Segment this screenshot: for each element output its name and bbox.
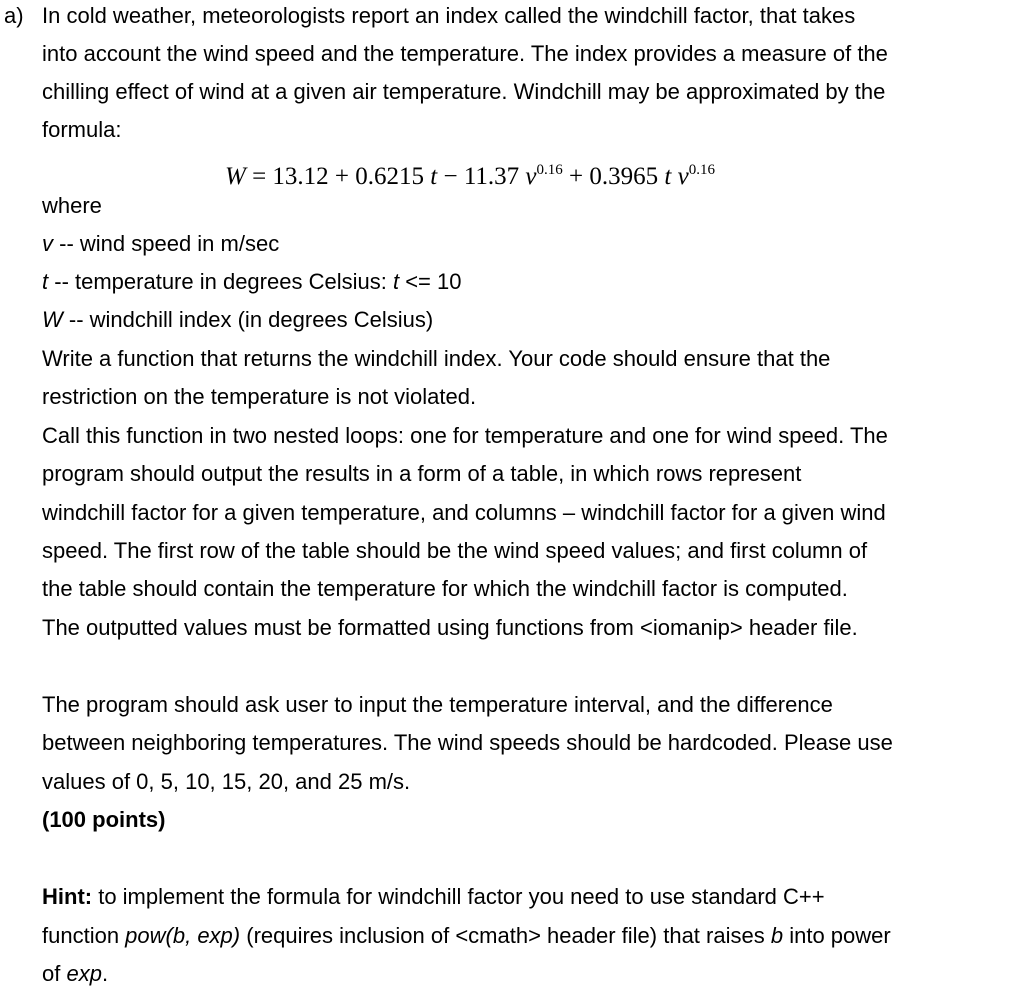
formula-part: + 0.3965 <box>562 163 665 190</box>
def-text: -- temperature in degrees Celsius: <box>48 269 393 294</box>
formula-W: W <box>225 163 246 190</box>
hint-line-1 <box>42 878 825 916</box>
input-line-1: The program should ask user to input the temperature interval, and the difference <box>42 692 833 717</box>
intro-line-3: chilling effect of wind at a given air temperature. Windchill may be approximated by the <box>42 79 886 104</box>
formula-t: t <box>664 163 672 190</box>
definition-t <box>42 263 461 301</box>
body-line-4: program should output the results in a form of a table, in which rows represent <box>42 461 802 486</box>
hint-label: Hint: <box>42 884 93 909</box>
body-line-7: the table should contain the temperature for which the windchill factor is computed. <box>42 576 848 601</box>
body-line-8: The outputted values must be formatted using functions from <iomanip> header file. <box>42 615 858 640</box>
definition-v <box>42 225 279 263</box>
hint-function: pow(b, exp) <box>125 923 241 948</box>
input-line-3: values of 0, 5, 10, 15, 20, and 25 m/s. <box>42 769 411 794</box>
def-text: -- wind speed in m/sec <box>53 231 280 256</box>
def-text: <= 10 <box>399 269 462 294</box>
hint-text: to implement the formula for windchill factor you need to use standard C++ <box>92 884 825 909</box>
def-text: -- windchill index (in degrees Celsius) <box>62 307 434 332</box>
points-label: (100 points) <box>42 807 166 832</box>
body-line-6: speed. The first row of the table should be the wind speed values; and first column of <box>42 538 868 563</box>
hint-line-2 <box>42 917 891 955</box>
definition-W <box>42 301 433 339</box>
windchill-formula <box>225 151 715 196</box>
formula-part: − 11.37 <box>437 163 526 190</box>
hint-var: b <box>770 923 784 948</box>
formula-v: v <box>677 163 689 190</box>
item-label: a) <box>4 3 24 28</box>
hint-text: (requires inclusion of <cmath> header file) that raises <box>240 923 771 948</box>
body-line-2: restriction on the temperature is not violated. <box>42 384 477 409</box>
def-symbol: t <box>392 269 400 294</box>
hint-line-3 <box>42 955 108 993</box>
hint-text: of <box>42 961 67 986</box>
hint-text: . <box>101 961 109 986</box>
intro-line-4: formula: <box>42 117 122 142</box>
def-symbol: v <box>42 231 53 256</box>
input-line-2: between neighboring temperatures. The wind speeds should be hardcoded. Please use <box>42 730 893 755</box>
formula-exponent: 0.16 <box>536 162 563 178</box>
formula-t: t <box>430 163 438 190</box>
body-line-5: windchill factor for a given temperature, and columns – windchill factor for a given wind <box>42 500 886 525</box>
hint-text: function <box>42 923 126 948</box>
formula-v: v <box>525 163 537 190</box>
intro-line-1: In cold weather, meteorologists report an index called the windchill factor, that takes <box>42 3 856 28</box>
where-label: where <box>42 193 102 218</box>
hint-text: into power <box>783 923 891 948</box>
intro-line-2: into account the wind speed and the temperature. The index provides a measure of the <box>42 41 888 66</box>
hint-var: exp <box>66 961 102 986</box>
formula-exponent: 0.16 <box>688 162 715 178</box>
body-line-1: Write a function that returns the windchill index. Your code should ensure that the <box>42 346 831 371</box>
body-line-3: Call this function in two nested loops: one for temperature and one for wind speed. The <box>42 423 888 448</box>
def-symbol: W <box>42 307 63 332</box>
formula-part: = 13.12 + 0.6215 <box>245 163 431 190</box>
def-symbol: t <box>42 269 49 294</box>
